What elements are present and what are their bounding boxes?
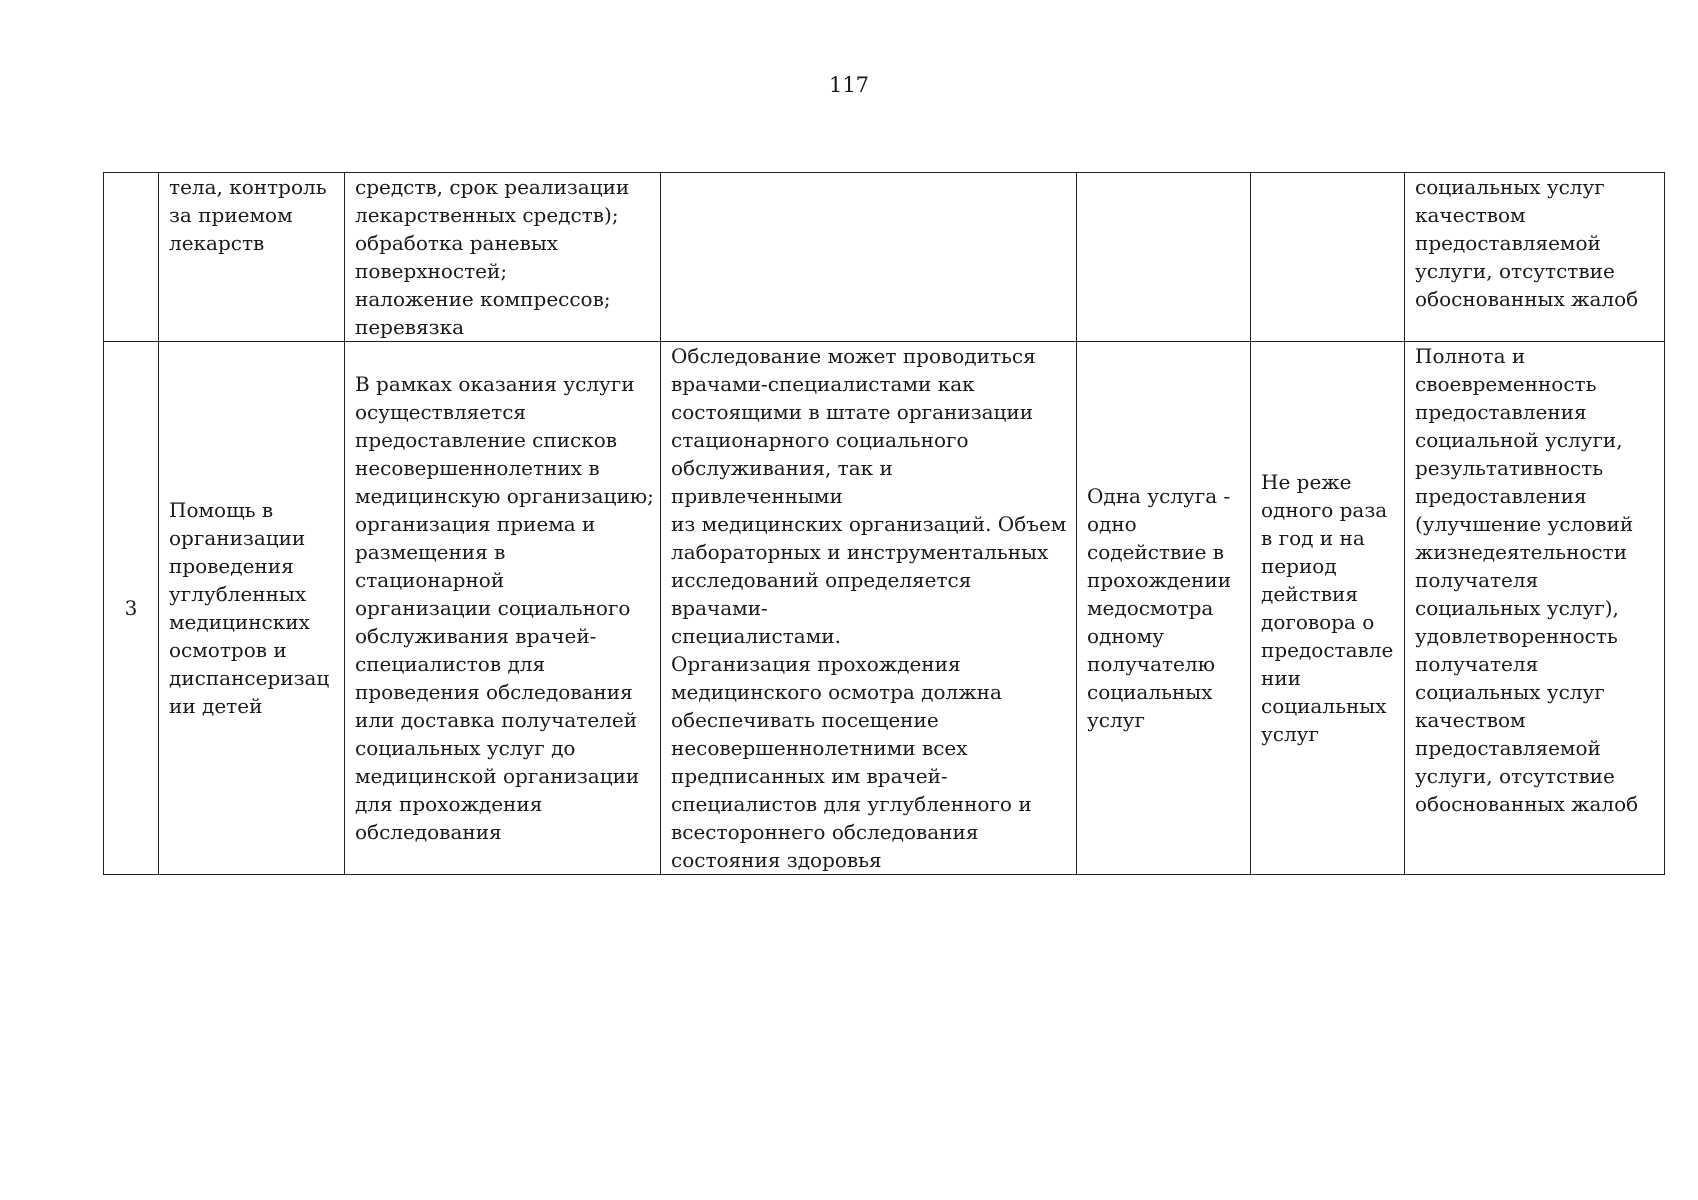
cell-conditions: Обследование может проводиться врачами-специалистами как состоящими в штате организации стационарного социального обслуживания, так и привлеченными из медицинских организаций. Объем лабораторных и инструментальных исследований определяется врачами- специалистами. Организация прохождения медицинского осмотра должна обеспечивать посещение несовершеннолетними всех предписанных им врачей- специалистов для углубленного и всестороннего обследования состояния здоровья <box>661 342 1077 875</box>
services-table <box>103 172 1665 875</box>
cell-quality: социальных услуг качеством предоставляемой услуги, отсутствие обоснованных жалоб <box>1405 173 1665 342</box>
table-row-continued <box>104 173 1665 342</box>
page-number: 117 <box>828 73 870 97</box>
cell-number: 3 <box>104 342 159 875</box>
cell-period <box>1251 173 1405 342</box>
cell-quality: Полнота и своевременность предоставления социальной услуги, результативность предоставления (улучшение условий жизнедеятельности получателя социальных услуг), удовлетворенность получателя социальных услуг качеством предоставляемой услуги, отсутствие обоснованных жалоб <box>1405 342 1665 875</box>
cell-conditions <box>661 173 1077 342</box>
cell-service-content: В рамках оказания услуги осуществляется предоставление списков несовершеннолетних в медицинскую организацию; организация приема и размещения в стационарной организации социального обслуживания врачей- специалистов для проведения обследования или доставка получателей социальных услуг до медицинской организации для прохождения обследования <box>345 342 661 875</box>
cell-service-name: Помощь в организации проведения углубленных медицинских осмотров и диспансеризац ии детей <box>159 342 345 875</box>
cell-volume <box>1077 173 1251 342</box>
cell-volume: Одна услуга - одно содействие в прохождении медосмотра одному получателю социальных услуг <box>1077 342 1251 875</box>
cell-period: Не реже одного раза в год и на период действия договора о предоставле нии социальных услуг <box>1251 342 1405 875</box>
cell-number <box>104 173 159 342</box>
cell-service-content: средств, срок реализации лекарственных средств); обработка раневых поверхностей; наложение компрессов; перевязка <box>345 173 661 342</box>
cell-service-name: тела, контроль за приемом лекарств <box>159 173 345 342</box>
table-row-3 <box>104 342 1665 875</box>
